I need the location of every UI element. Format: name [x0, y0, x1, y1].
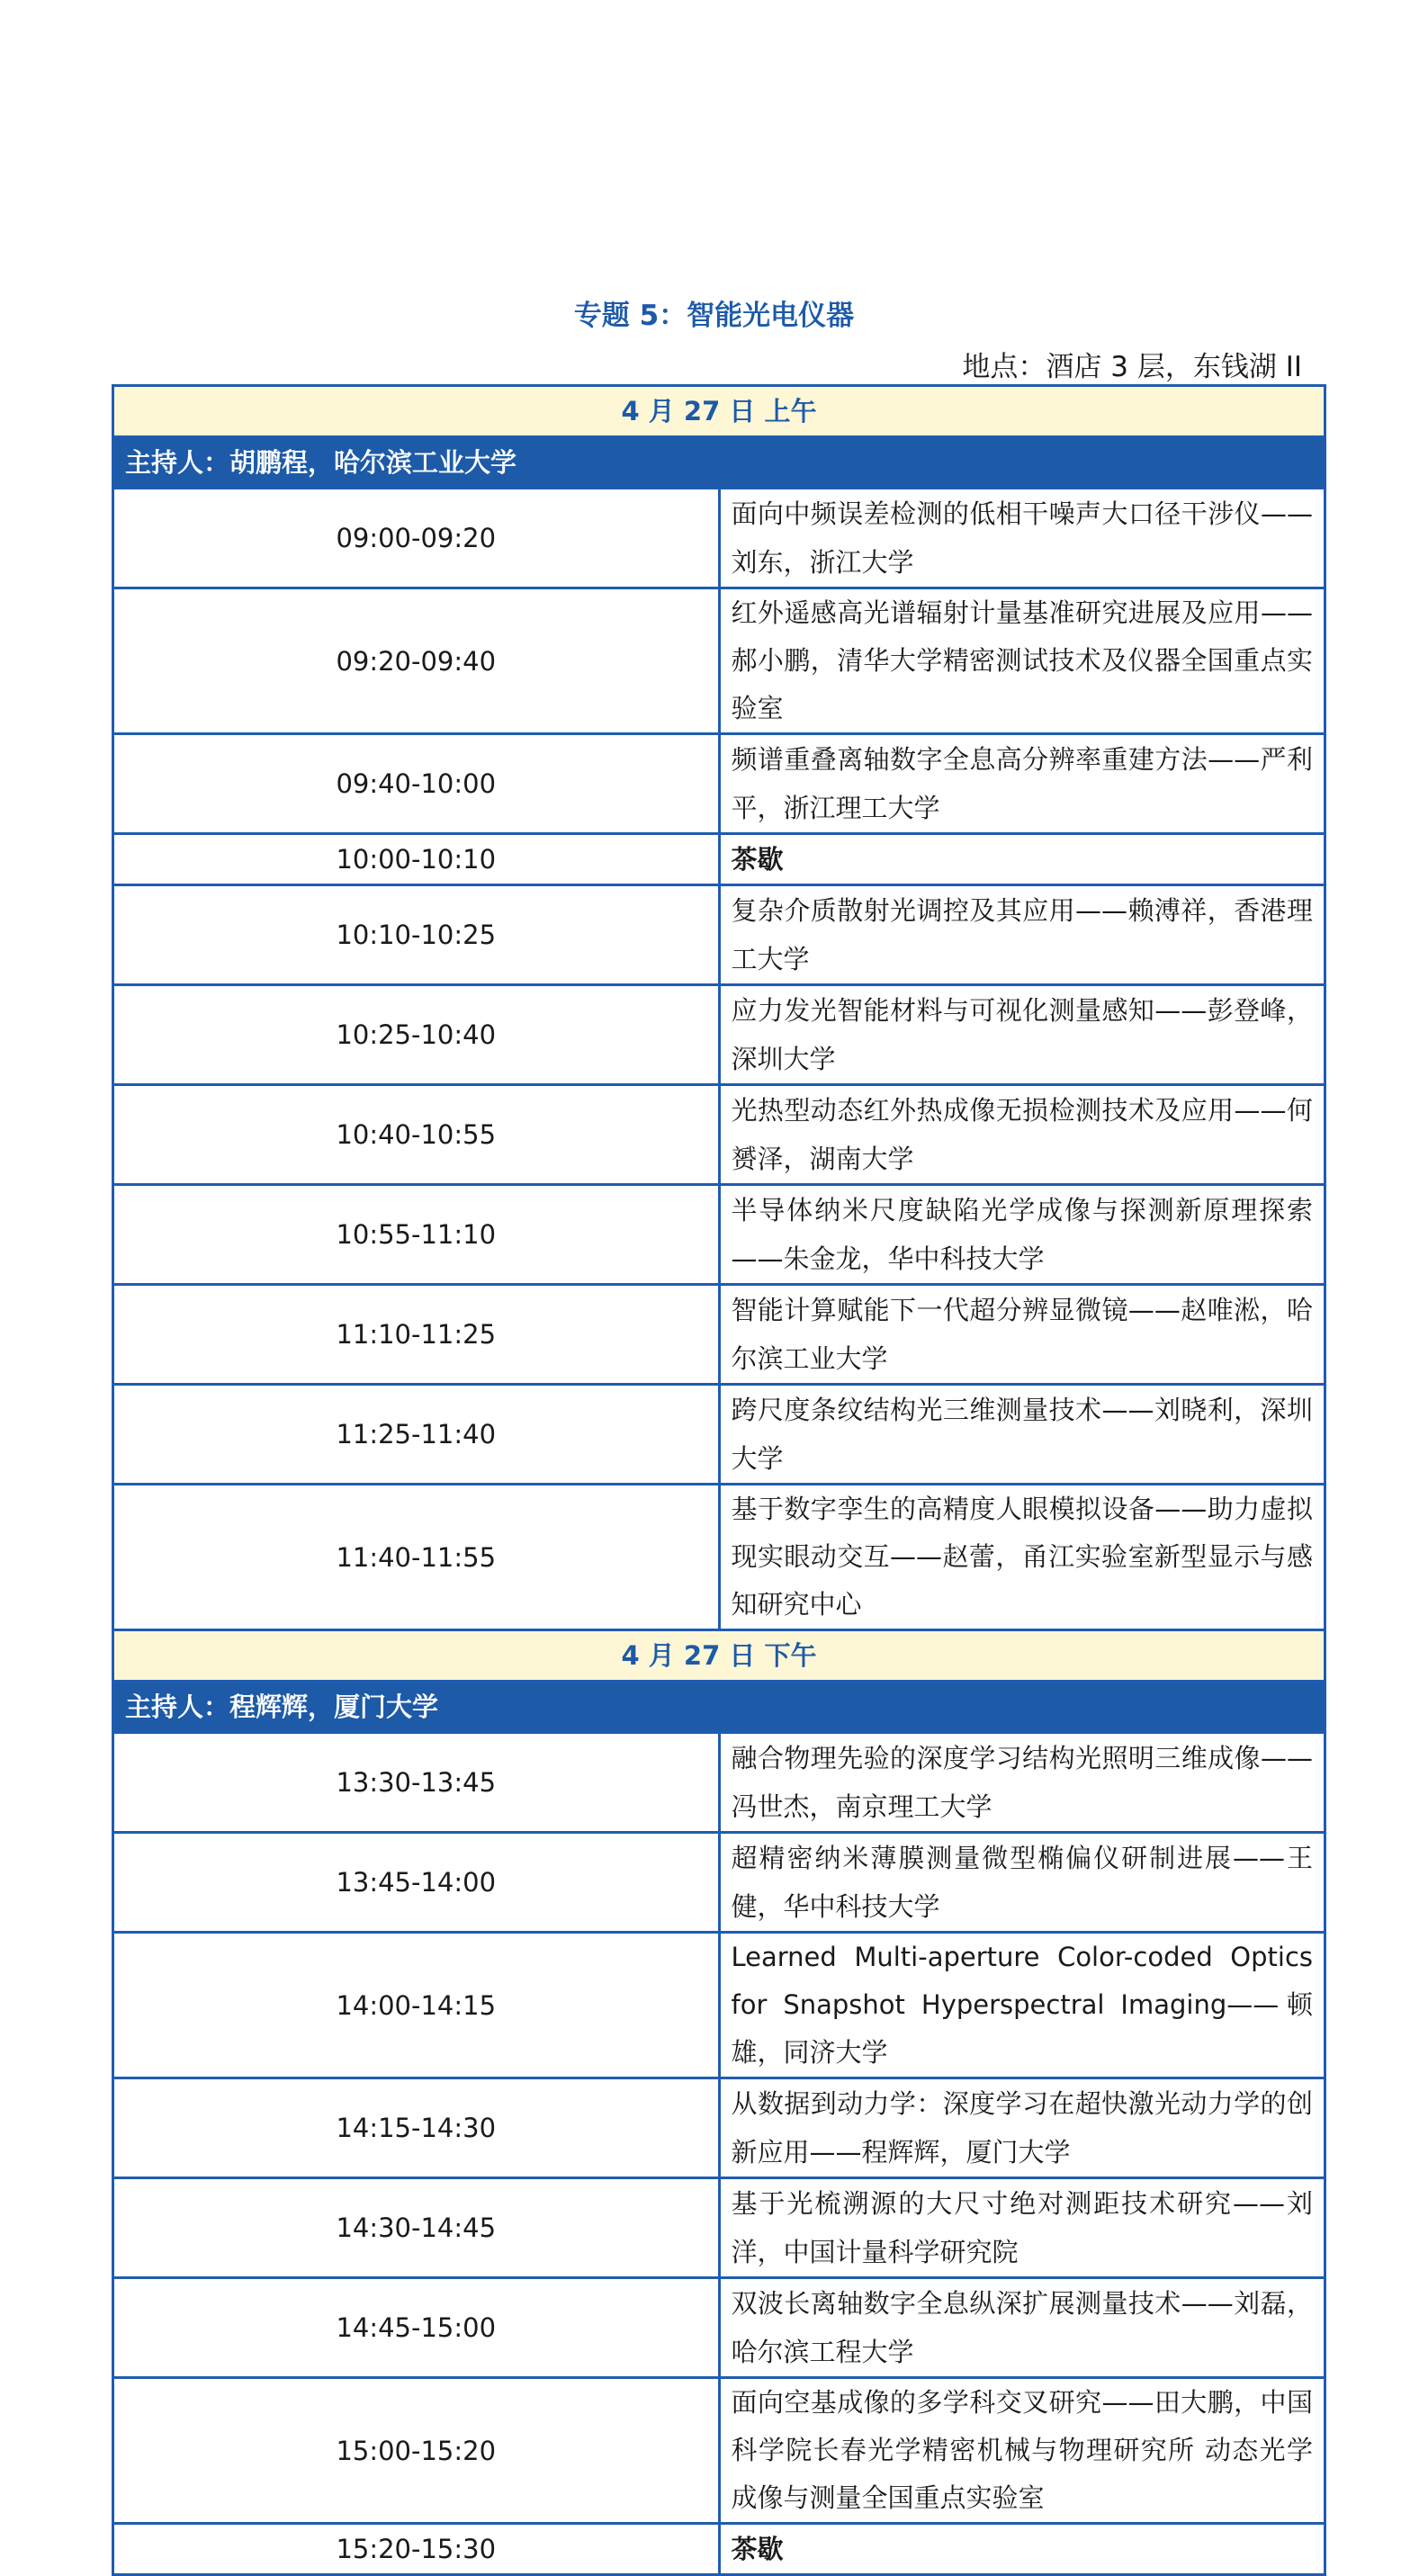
- topic-cell: 红外遥感高光谱辐射计量基准研究进展及应用——郝小鹏，清华大学精密测试技术及仪器全国重点实验室: [719, 588, 1325, 734]
- time-cell: 10:25-10:40: [113, 985, 720, 1085]
- host-label: 主持人：胡鹏程，哈尔滨工业大学: [113, 437, 1325, 489]
- time-cell: 09:20-09:40: [113, 588, 720, 734]
- topic-cell: 面向中频误差检测的低相干噪声大口径干涉仪——刘东，浙江大学: [719, 489, 1325, 588]
- time-cell: 15:00-15:20: [113, 2378, 720, 2524]
- time-cell: 09:40-10:00: [113, 734, 720, 834]
- break-cell: 茶歇: [719, 2524, 1325, 2575]
- time-cell: 13:30-13:45: [113, 1733, 720, 1833]
- table-row: [113, 1485, 1325, 1630]
- time-cell: 10:00-10:10: [113, 834, 720, 885]
- table-row: [113, 2378, 1325, 2524]
- table-row: [113, 1285, 1325, 1385]
- table-row: [113, 588, 1325, 734]
- host-header-afternoon: [113, 1682, 1325, 1733]
- topic-cell: 半导体纳米尺度缺陷光学成像与探测新原理探索——朱金龙，华中科技大学: [719, 1185, 1325, 1285]
- time-cell: 09:00-09:20: [113, 489, 720, 588]
- venue-label: 地点：酒店 3 层，东钱湖 II: [962, 351, 1302, 383]
- time-cell: 11:10-11:25: [113, 1285, 720, 1385]
- table-row: [113, 2278, 1325, 2378]
- topic-cell: Learned Multi-aperture Color-coded Optics for Snapshot Hyperspectral Imaging——顿雄，同济大学: [719, 1933, 1325, 2078]
- topic-cell: 跨尺度条纹结构光三维测量技术——刘晓利，深圳大学: [719, 1385, 1325, 1485]
- time-cell: 11:25-11:40: [113, 1385, 720, 1485]
- topic-cell: 面向空基成像的多学科交叉研究——田大鹏，中国科学院长春光学精密机械与物理研究所 动态光学成像与测量全国重点实验室: [719, 2378, 1325, 2524]
- table-row-break: [113, 834, 1325, 885]
- time-cell: 10:40-10:55: [113, 1085, 720, 1185]
- date-label: 4 月 27 日 上午: [113, 386, 1325, 437]
- table-row: [113, 1733, 1325, 1833]
- session-title: 专题 5：智能光电仪器: [573, 300, 855, 332]
- table-row-break: [113, 2524, 1325, 2575]
- table-row: [113, 1185, 1325, 1285]
- topic-cell: 复杂介质散射光调控及其应用——赖溥祥，香港理工大学: [719, 885, 1325, 985]
- time-cell: 13:45-14:00: [113, 1833, 720, 1933]
- table-row: [113, 1085, 1325, 1185]
- date-header-afternoon: [113, 1630, 1325, 1682]
- table-row: [113, 1833, 1325, 1933]
- table-row: [113, 1933, 1325, 2078]
- topic-cell: 融合物理先验的深度学习结构光照明三维成像——冯世杰，南京理工大学: [719, 1733, 1325, 1833]
- table-row: [113, 2078, 1325, 2178]
- topic-cell: 应力发光智能材料与可视化测量感知——彭登峰，深圳大学: [719, 985, 1325, 1085]
- time-cell: 14:15-14:30: [113, 2078, 720, 2178]
- time-cell: 11:40-11:55: [113, 1485, 720, 1630]
- time-cell: 10:55-11:10: [113, 1185, 720, 1285]
- time-cell: 10:10-10:25: [113, 885, 720, 985]
- date-header-morning: [113, 386, 1325, 437]
- table-row: [113, 734, 1325, 834]
- host-label: 主持人：程辉辉，厦门大学: [113, 1682, 1325, 1733]
- table-row: [113, 985, 1325, 1085]
- time-cell: 14:00-14:15: [113, 1933, 720, 2078]
- break-cell: 茶歇: [719, 834, 1325, 885]
- table-row: [113, 2178, 1325, 2278]
- topic-cell: 频谱重叠离轴数字全息高分辨率重建方法——严利平，浙江理工大学: [719, 734, 1325, 834]
- time-cell: 14:45-15:00: [113, 2278, 720, 2378]
- topic-cell: 光热型动态红外热成像无损检测技术及应用——何赟泽，湖南大学: [719, 1085, 1325, 1185]
- topic-cell: 超精密纳米薄膜测量微型椭偏仪研制进展——王健，华中科技大学: [719, 1833, 1325, 1933]
- table-row: [113, 885, 1325, 985]
- table-row: [113, 1385, 1325, 1485]
- topic-cell: 基于数字孪生的高精度人眼模拟设备——助力虚拟现实眼动交互——赵蕾，甬江实验室新型显示与感知研究中心: [719, 1485, 1325, 1630]
- host-header-morning: [113, 437, 1325, 489]
- table-row: [113, 489, 1325, 588]
- topic-cell: 双波长离轴数字全息纵深扩展测量技术——刘磊，哈尔滨工程大学: [719, 2278, 1325, 2378]
- topic-cell: 智能计算赋能下一代超分辨显微镜——赵唯淞，哈尔滨工业大学: [719, 1285, 1325, 1385]
- date-label: 4 月 27 日 下午: [113, 1630, 1325, 1682]
- time-cell: 14:30-14:45: [113, 2178, 720, 2278]
- schedule-table: [112, 384, 1326, 2576]
- time-cell: 15:20-15:30: [113, 2524, 720, 2575]
- topic-cell: 基于光梳溯源的大尺寸绝对测距技术研究——刘洋，中国计量科学研究院: [719, 2178, 1325, 2278]
- topic-cell: 从数据到动力学：深度学习在超快激光动力学的创新应用——程辉辉，厦门大学: [719, 2078, 1325, 2178]
